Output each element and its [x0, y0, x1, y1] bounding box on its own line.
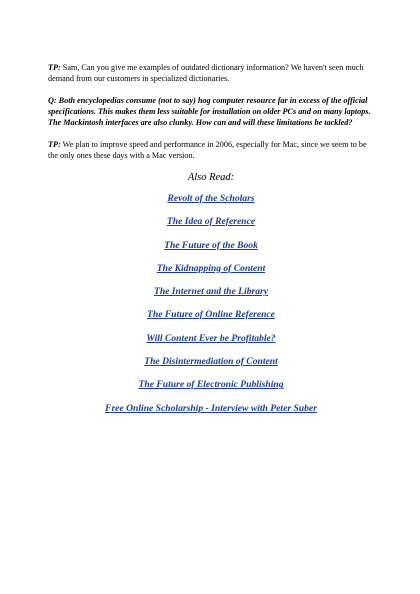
- link-content-profitable[interactable]: Will Content Ever be Profitable?: [146, 332, 276, 344]
- list-item: [48, 238, 374, 252]
- interview-answer-2: [48, 139, 374, 161]
- interview-answer-1: [48, 62, 374, 84]
- speaker-label: TP:: [48, 63, 61, 72]
- list-item: [48, 307, 374, 321]
- link-revolt-of-the-scholars[interactable]: Revolt of the Scholars: [167, 193, 255, 204]
- link-future-of-the-book[interactable]: The Future of the Book: [164, 239, 258, 251]
- interview-question: [48, 95, 374, 128]
- question-text: Q: Both encyclopedias consume (not to say) hog computer resource far in excess of the official specifications. This makes them less suitable for installation on older PCs and on many laptops. The Mackintosh interfaces are also clunky. How can and will these limitations be tackled?: [48, 96, 371, 127]
- also-read-heading: Also Read:: [187, 172, 235, 183]
- answer-text: Sam, Can you give me examples of outdated dictionary information? We haven't seen much demand from our customers in specialized dictionaries.: [48, 63, 364, 83]
- link-idea-of-reference[interactable]: The Idea of Reference: [166, 216, 256, 228]
- document-page: [48, 62, 374, 424]
- list-item: [48, 331, 374, 345]
- link-free-online-scholarship[interactable]: Free Online Scholarship - Interview with Peter Suber: [105, 402, 317, 414]
- list-item: [48, 377, 374, 391]
- link-future-of-electronic-publishing[interactable]: The Future of Electronic Publishing: [138, 379, 284, 391]
- list-item: [48, 261, 374, 275]
- link-disintermediation-of-content[interactable]: The Disintermediation of Content: [144, 356, 278, 368]
- speaker-label: TP:: [48, 140, 61, 149]
- link-internet-and-the-library[interactable]: The Internet and the Library: [153, 286, 269, 298]
- list-item: [48, 401, 374, 415]
- link-kidnapping-of-content[interactable]: The Kidnapping of Content: [156, 262, 266, 274]
- list-item: [48, 354, 374, 368]
- link-future-of-online-reference[interactable]: The Future of Online Reference: [147, 309, 275, 321]
- also-read-list: [48, 191, 374, 415]
- answer-text: We plan to improve speed and performance in 2006, especially for Mac, since we seem to be the only ones these days with a Mac version.: [48, 140, 367, 160]
- list-item: [48, 191, 374, 205]
- list-item: [48, 284, 374, 298]
- list-item: [48, 214, 374, 228]
